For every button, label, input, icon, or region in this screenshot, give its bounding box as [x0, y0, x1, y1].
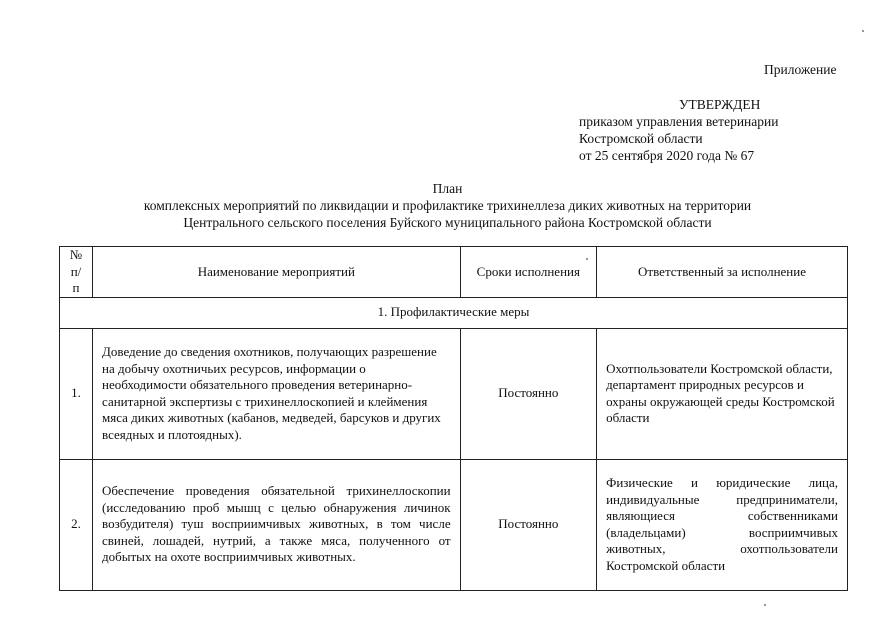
scan-speck: [586, 258, 588, 260]
row-term: Постоянно: [460, 328, 596, 459]
approval-block: [579, 96, 778, 164]
table-header-row: [60, 247, 848, 298]
title-line: комплексных мероприятий по ликвидации и профилактике трихинеллеза диких животных на территории: [143, 198, 752, 213]
row-name-text: Обеспечение проведения обязательной трихинеллоскопии (исследованию проб мышц с целью обнаружения личинок возбудителя) туш восприимчивых животных, в том числе свиней, лошадей, нутрий, а также мяса, полученного от добытых на охоте восприимчивых животных.: [102, 483, 451, 565]
row-responsible: [597, 328, 848, 459]
row-name: [93, 328, 461, 459]
scan-speck: [764, 604, 766, 606]
title-line: Центрального сельского поселения Буйского муниципального района Костромской области: [183, 215, 712, 230]
header-responsible: Ответственный за исполнение: [597, 247, 848, 298]
approved-line: от 25 сентября 2020 года № 67: [579, 148, 755, 163]
row-responsible-text: Охотпользователи Костромской области, департамент природных ресурсов и охраны окружающей среды Костромской области: [606, 360, 835, 425]
document-title: [40, 180, 855, 231]
plan-table: [59, 246, 848, 591]
row-num: 1.: [60, 328, 93, 459]
approved-title: УТВЕРЖДЕН: [679, 97, 761, 112]
section-title: 1. Профилактические меры: [60, 297, 848, 328]
header-num: № п/п: [60, 247, 93, 298]
header-term: Сроки исполнения: [460, 247, 596, 298]
scan-speck: [862, 30, 864, 32]
row-name: [93, 459, 461, 590]
approved-line: Костромской области: [579, 131, 703, 146]
header-name: Наименование мероприятий: [93, 247, 461, 298]
row-name-text: Доведение до сведения охотников, получающих разрешение на добычу охотничьих ресурсов, информации о необходимости обязательного проведения ветеринарно-санитарной экспертизы с трихинеллоскопией и клеймения мяса диких животных (кабанов, медведей, барсуков и других всеядных и плотоядных).: [102, 344, 441, 442]
appendix-label: Приложение: [764, 62, 837, 77]
table-row: [60, 459, 848, 590]
title-line: План: [432, 181, 463, 196]
row-term: Постоянно: [460, 459, 596, 590]
row-responsible: [597, 459, 848, 590]
row-responsible-text: Физические и юридические лица, индивидуальные предприниматели, являющиеся собственниками (владельцами) восприимчивых животных, охотпользователи Костромской области: [606, 475, 838, 573]
section-row: [60, 297, 848, 328]
row-num: 2.: [60, 459, 93, 590]
approved-line: приказом управления ветеринарии: [579, 114, 779, 129]
table-row: [60, 328, 848, 459]
